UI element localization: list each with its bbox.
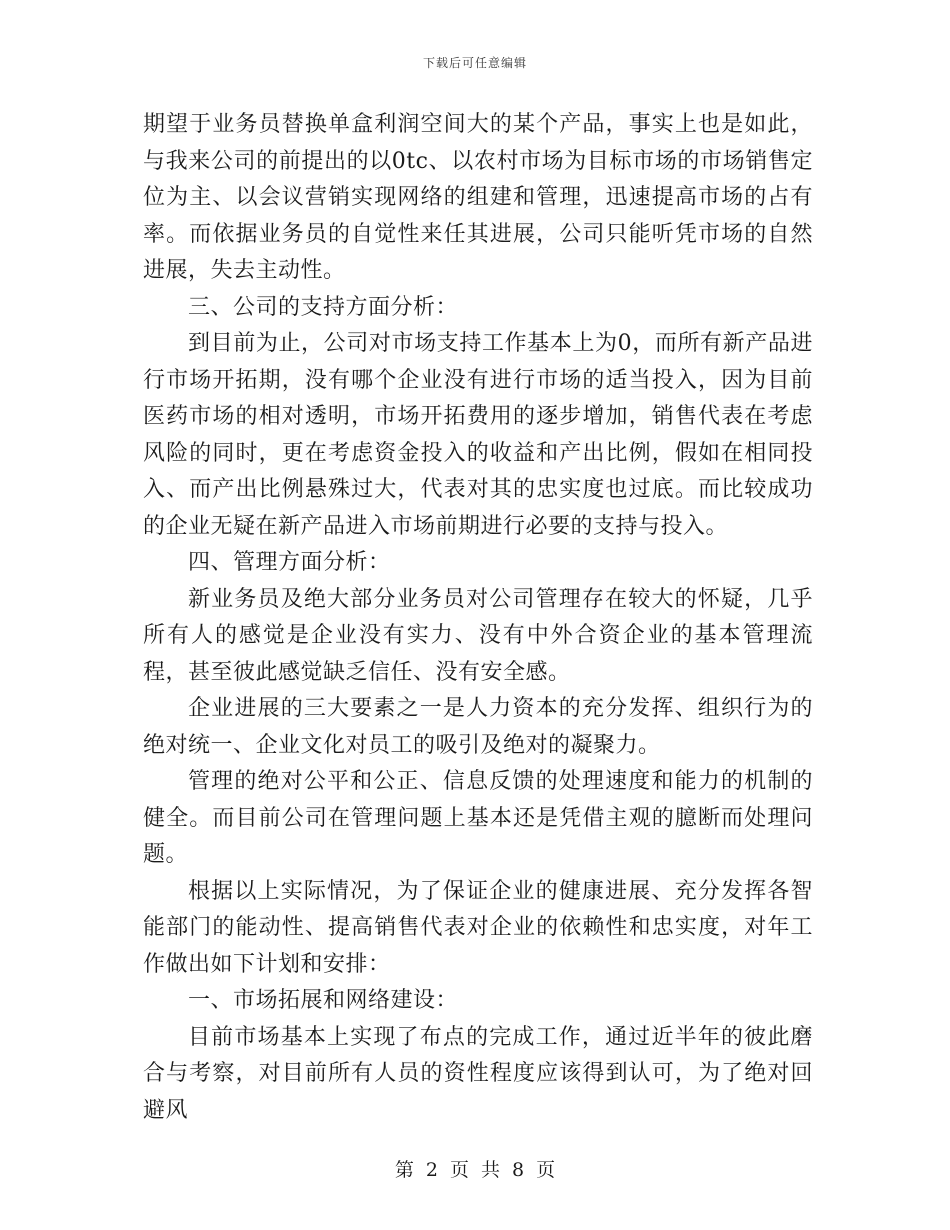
paragraph-1: 期望于业务员替换单盒利润空间大的某个产品，事实上也是如此，与我来公司的前提出的以0tc、以农村市场为目标市场的市场销售定位为主、以会议营销实现网络的组建和管理，迅速提高市场的占有率。而依据业务员的自觉性来任其进展，公司只能听凭市场的自然进展，失去主动性。 (143, 112, 813, 283)
document-body (143, 107, 813, 1129)
page-number: 第 2 页 共 8 页 (394, 1159, 556, 1181)
section-heading-management: 四、管理方面分析： (188, 550, 391, 575)
paragraph-management-3: 管理的绝对公平和公正、信息反馈的处理速度和能力的机制的健全。而目前公司在管理问题上基本还是凭借主观的臆断而处理问题。 (143, 769, 813, 867)
paragraph-support: 到目前为止，公司对市场支持工作基本上为0，而所有新产品进行市场开拓期，没有哪个企业没有进行市场的适当投入，因为目前医药市场的相对透明，市场开拓费用的逐步增加，销售代表在考虑风险的同时，更在考虑资金投入的收益和产出比例，假如在相同投入、而产出比例悬殊过大，代表对其的忠实度也过底。而比较成功的企业无疑在新产品进入市场前期进行必要的支持与投入。 (143, 331, 813, 539)
paragraph-market: 目前市场基本上实现了布点的完成工作，通过近半年的彼此磨合与考察，对目前所有人员的资性程度应该得到认可，为了绝对回避风 (143, 1024, 813, 1123)
section-heading-market: 一、市场拓展和网络建设： (188, 988, 459, 1013)
paragraph-management-2: 企业进展的三大要素之一是人力资本的充分发挥、组织行为的绝对统一、企业文化对员工的吸引及绝对的凝聚力。 (143, 696, 813, 758)
paragraph-management-1: 新业务员及绝大部分业务员对公司管理存在较大的怀疑，几乎所有人的感觉是企业没有实力、没有中外合资企业的基本管理流程，甚至彼此感觉缺乏信任、没有安全感。 (143, 586, 813, 685)
paragraph-plan: 根据以上实际情况，为了保证企业的健康进展、充分发挥各智能部门的能动性、提高销售代表对企业的依赖性和忠实度，对年工作做出如下计划和安排： (143, 878, 813, 977)
page-header: 下载后可任意编辑 (422, 56, 527, 70)
section-heading-support: 三、公司的支持方面分析： (188, 294, 459, 320)
